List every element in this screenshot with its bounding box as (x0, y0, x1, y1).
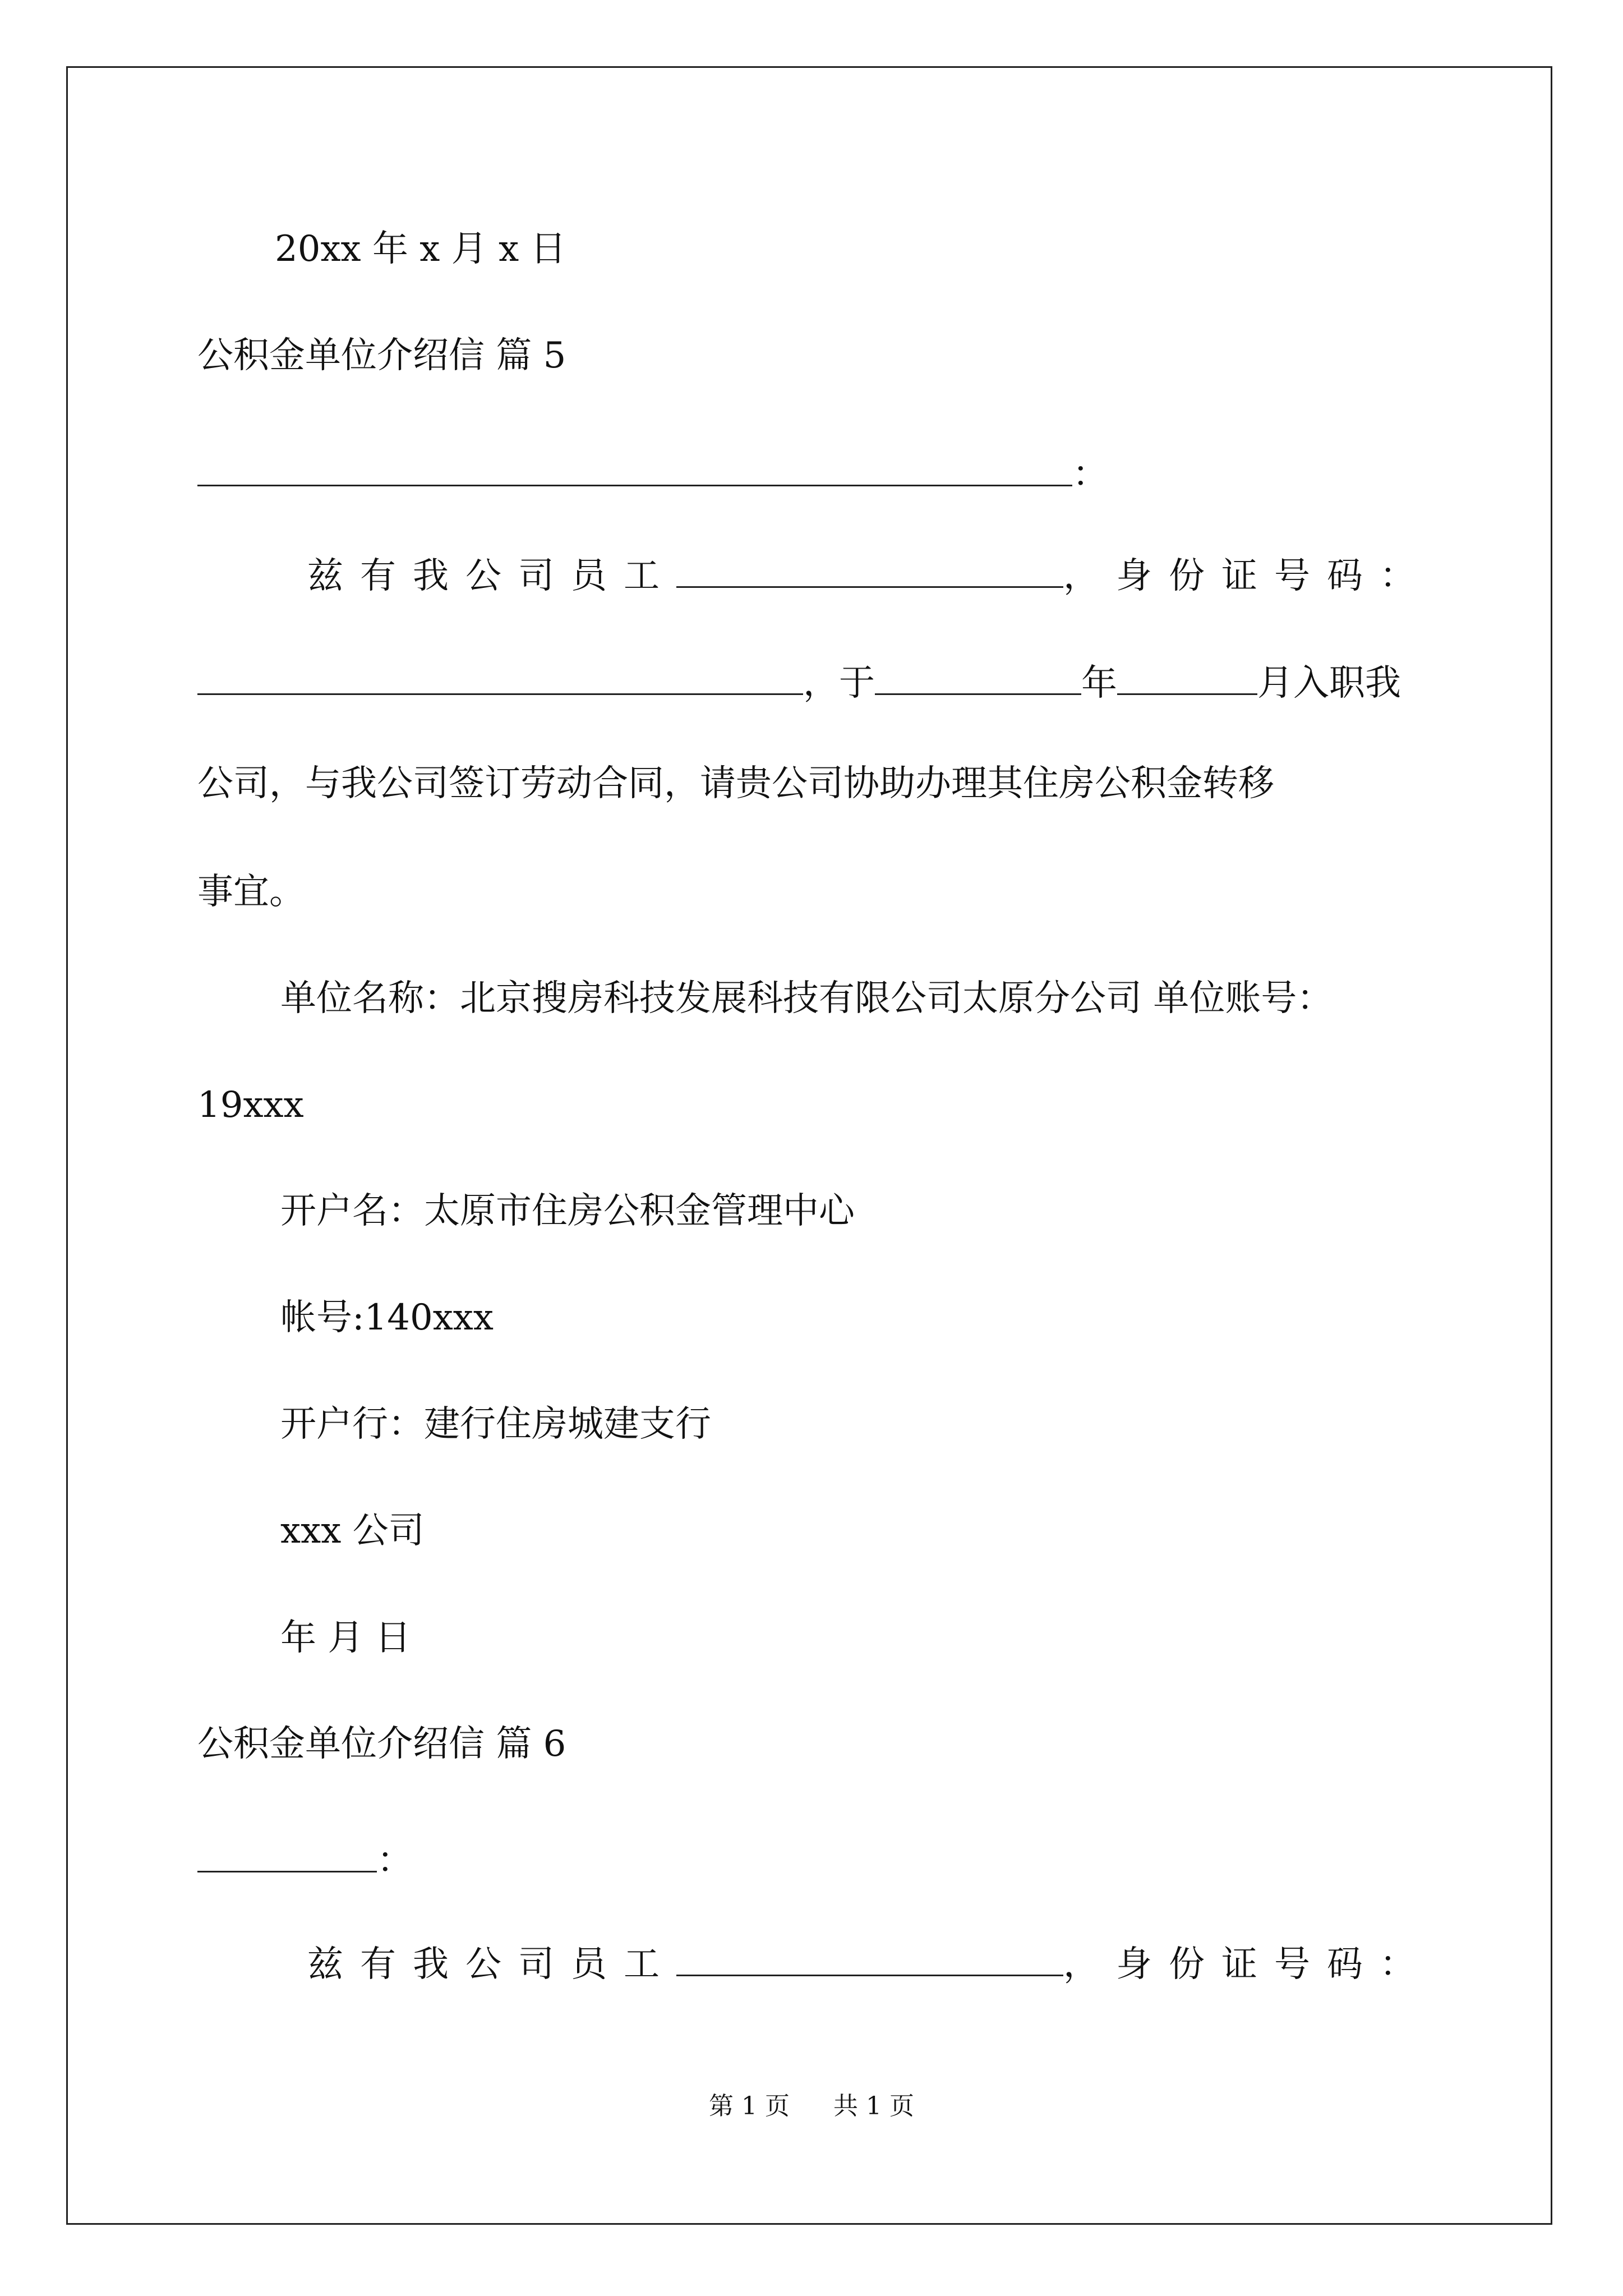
company-signature: xxx 公司 (280, 1510, 425, 1552)
total-pages: 共 1 页 (833, 2092, 914, 2120)
addressee-blank-6 (197, 1837, 377, 1872)
unit-account-value: 19xxx (197, 1084, 304, 1126)
addressee-line-5 (197, 451, 1108, 493)
letter-date: 20xx 年 x 月 x 日 (275, 228, 566, 270)
account-number-line: 帐号:140xxx (280, 1297, 494, 1338)
para5-line2 (197, 660, 1401, 704)
employee-name-blank (676, 553, 1063, 588)
intro-line-6 (307, 1941, 1432, 1985)
page-number: 第 1 页 (709, 2092, 790, 2120)
intro6-text-a: 兹有我公司员工 (307, 1944, 676, 1985)
addressee-blank (197, 451, 1072, 486)
signature-date: 年 月 日 (280, 1617, 411, 1659)
para5-line4: 事宜。 (197, 871, 305, 913)
addressee-line-6 (197, 1837, 413, 1879)
year-blank (875, 660, 1081, 695)
intro-text-a: 兹有我公司员工 (307, 555, 676, 597)
intro6-text-b: ，身份证号码： (1063, 1944, 1432, 1985)
addressee-colon-6: ： (377, 1840, 413, 1881)
account-name-line: 开户名：太原市住房公积金管理中心 (280, 1190, 855, 1232)
section-heading-5: 公积金单位介绍信 篇 5 (197, 335, 566, 376)
id-number-blank (197, 660, 803, 695)
bank-line: 开户行：建行住房城建支行 (280, 1404, 711, 1445)
intro-text-b: ，身份证号码： (1063, 555, 1432, 597)
comma-yu: ，于 (803, 662, 875, 704)
section-heading-6: 公积金单位介绍信 篇 6 (197, 1723, 566, 1765)
page-footer (0, 2094, 1623, 2119)
employee-name-blank-6 (676, 1941, 1063, 1976)
para5-line3: 公司，与我公司签订劳动合同，请贵公司协助办理其住房公积金转移 (197, 763, 1274, 804)
month-entry-label: 月入职我 (1257, 662, 1401, 704)
page-border (66, 66, 1552, 2225)
addressee-colon: ： (1072, 454, 1108, 495)
intro-line-5 (307, 553, 1432, 597)
year-label: 年 (1081, 662, 1117, 704)
unit-name-line: 单位名称：北京搜房科技发展科技有限公司太原分公司 单位账号： (280, 978, 1333, 1019)
month-blank (1117, 660, 1257, 695)
